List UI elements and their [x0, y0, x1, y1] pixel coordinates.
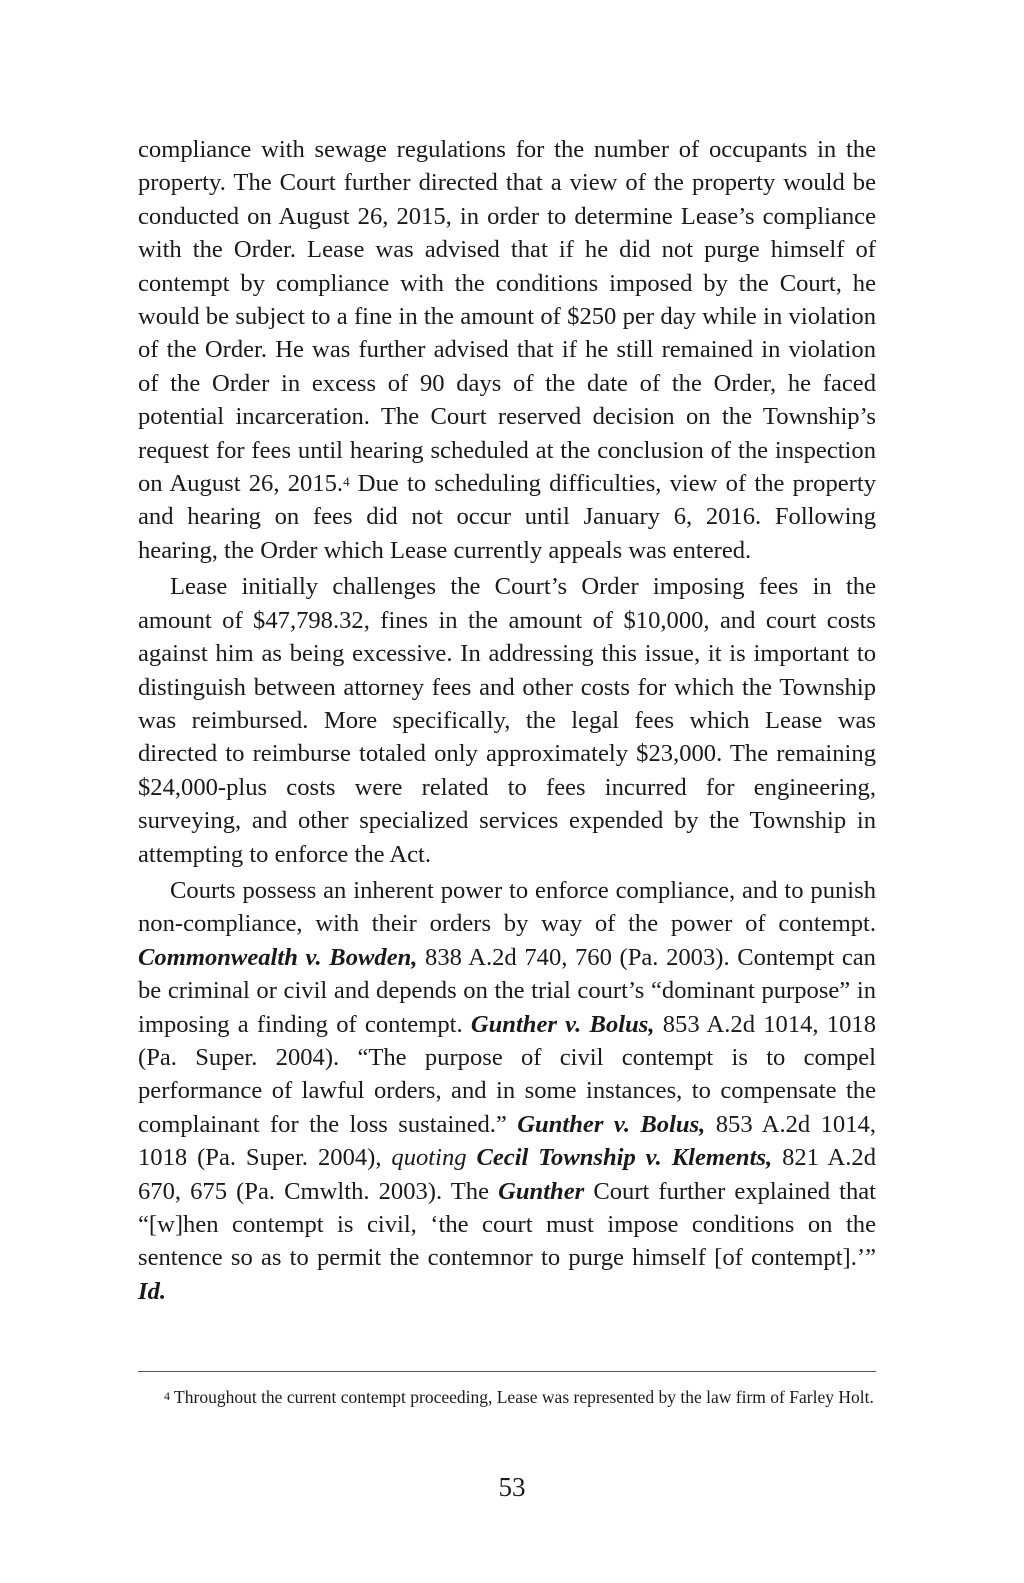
paragraph-3-text-4: 853 A.2d 1014, 1018 (Pa. Super. 2004),: [138, 1110, 876, 1172]
citation-id: Id.: [138, 1277, 167, 1305]
paragraph-3-text-3: 853 A.2d 1014, 1018 (Pa. Super. 2004). “The purpose of civil contempt is to compel performance of lawful orders, and in some instances, to compensate the complainant for the loss sustained.”: [138, 1010, 876, 1138]
page-body: [138, 133, 876, 1308]
footnote-text: Throughout the current contempt proceeding, Lease was represented by the law firm of Farley Holt.: [170, 1387, 874, 1407]
paragraph-1: [138, 133, 876, 567]
paragraph-3-text-2: 838 A.2d 740, 760 (Pa. 2003). Contempt can be criminal or civil and depends on the trial court’s “dominant purpose” in imposing a finding of contempt.: [138, 943, 876, 1038]
footnote-number: 4: [164, 1389, 170, 1403]
footnote-reference: 4: [343, 474, 350, 490]
footnote-divider: [138, 1371, 876, 1372]
paragraph-2: Lease initially challenges the Court’s Order imposing fees in the amount of $47,798.32, fines in the amount of $10,000, and court costs against him as being excessive. In addressing this issue, it is important to distinguish between attorney fees and other costs for which the Township was reimbursed. More specifically, the legal fees which Lease was directed to reimburse totaled only approximately $23,000. The remaining $24,000-plus costs were related to fees incurred for engineering, surveying, and other specialized services expended by the Township in attempting to enforce the Act.: [138, 573, 876, 868]
paragraph-3-text-7: Court further explained that “[w]hen contempt is civil, ‘the court must impose conditions on the sentence so as to permit the contemnor to purge himself [of contempt].’”: [138, 1177, 876, 1272]
paragraph-1-text-a: compliance with sewage regulations for the number of occupants in the property. The Court further directed that a view of the property would be conducted on August 26, 2015, in order to determine Lease’s compliance with the Order. Lease was advised that if he did not purge himself of contempt by compliance with the conditions imposed by the Court, he would be subject to a fine in the amount of $250 per day while in violation of the Order. He was further advised that if he still remained in violation of the Order in excess of 90 days of the date of the Order, he faced potential incarceration. The Court reserved decision on the Township’s request for fees until hearing scheduled at the conclusion of the inspection on August 26, 2015.: [138, 136, 876, 498]
footnote: [138, 1384, 876, 1410]
paragraph-3-text-5: [467, 1144, 477, 1171]
case-citation-gunther-v-bolus: Gunther v. Bolus,: [470, 1010, 655, 1038]
paragraph-3-text-1: Courts possess an inherent power to enforce compliance, and to punish non-compliance, with their orders by way of the power of contempt.: [138, 876, 876, 938]
case-citation-cecil-township-v-klements: Cecil Township v. Klements,: [476, 1144, 773, 1172]
citation-signal-quoting: quoting: [391, 1144, 467, 1172]
case-citation-commonwealth-v-bowden: Commonwealth v. Bowden,: [138, 943, 418, 971]
case-citation-gunther-v-bolus-2: Gunther v. Bolus,: [517, 1110, 706, 1138]
case-name-gunther: Gunther: [498, 1177, 585, 1205]
paragraph-1-text-b: Due to scheduling difficulties, view of the property and hearing on fees did not occur until January 6, 2016. Following hearing, the Order which Lease currently appeals was entered.: [138, 470, 876, 564]
page-number: 53: [498, 1472, 526, 1502]
paragraph-3-text-6: 821 A.2d 670, 675 (Pa. Cmwlth. 2003). The: [138, 1144, 876, 1205]
paragraph-3: [138, 874, 876, 1308]
